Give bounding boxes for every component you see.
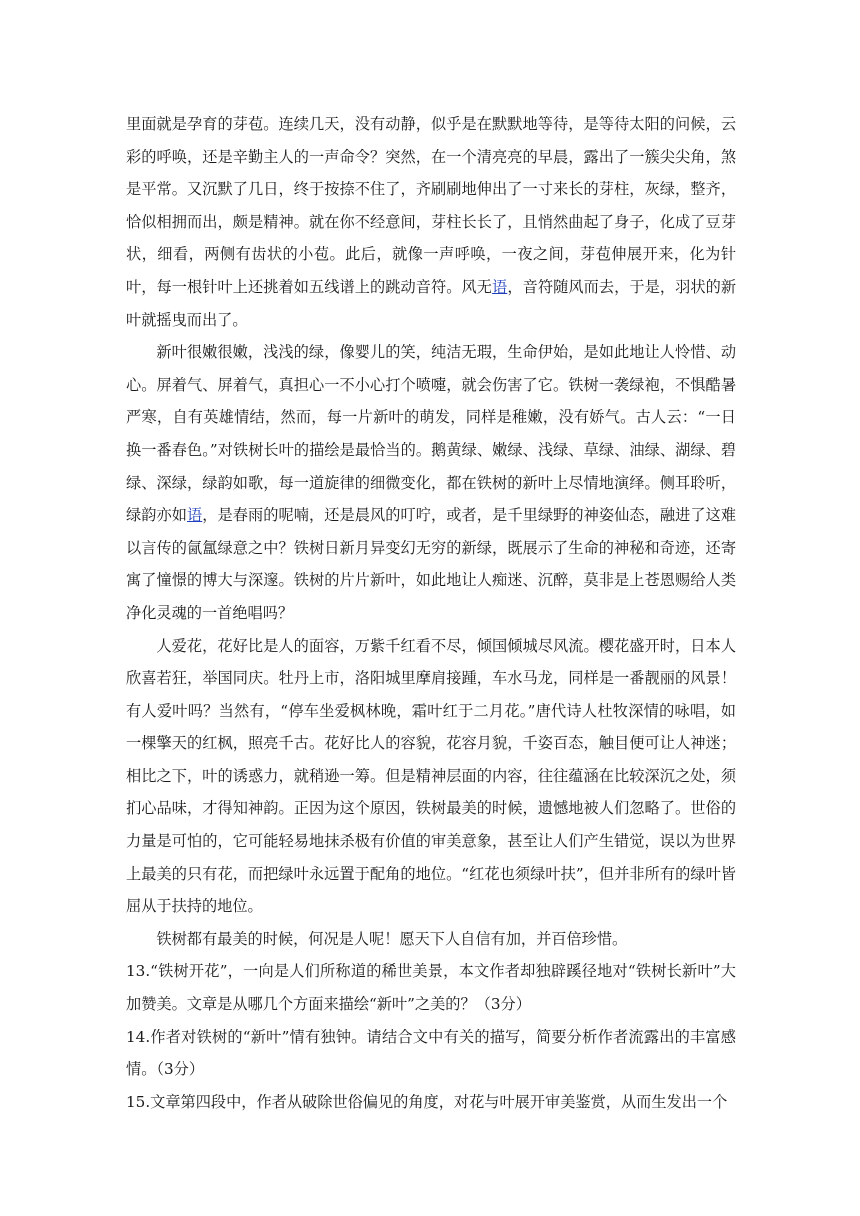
paragraph-text: 铁树都有最美的时候，何况是人呢！愿天下人自信有加，并百倍珍惜。 — [156, 929, 628, 948]
glossary-link[interactable]: 语 — [187, 506, 203, 525]
paragraph-4 — [126, 923, 736, 956]
paragraph-text: ，音符随风而去，于是，羽状的新叶就摇曳而出了。 — [126, 277, 737, 329]
paragraph-text: 13.“铁树开花”，一向是人们所称道的稀世美景，本文作者却独辟蹊径地对“铁树长新叶”大加赞美。文章是从哪几个方面来描绘“新叶”之美的？（3分） — [126, 962, 736, 1014]
glossary-link[interactable]: 语 — [492, 277, 508, 296]
question-15 — [126, 1086, 736, 1119]
paragraph-text: 新叶很嫩很嫩，浅浅的绿，像婴儿的笑，纯洁无瑕，生命伊始，是如此地让人怜惜、动心。屏着气、屏着气，真担心一不小心打个喷嚏，就会伤害了它。铁树一袭绿袍，不惧酷暑严寒，自有英雄情结，然而，每一片新叶的萌发，同样是稚嫩，没有娇气。古人云：“一日换一番春色。”对铁树长叶的描绘是最恰当的。鹅黄绿、嫩绿、浅绿、草绿、油绿、湖绿、碧绿、深绿，绿韵如歌，每一道旋律的细微变化，都在铁树的新叶上尽情地演绎。侧耳聆听，绿韵亦如 — [126, 343, 736, 525]
question-13 — [126, 955, 736, 1020]
paragraph-1 — [126, 108, 736, 336]
paragraph-text: 15.文章第四段中，作者从破除世俗偏见的角度，对花与叶展开审美鉴赏，从而生发出一个 — [126, 1092, 728, 1111]
paragraph-text: 14.作者对铁树的“新叶”情有独钟。请结合文中有关的描写，简要分析作者流露出的丰富感情。（3分） — [126, 1027, 736, 1079]
question-14 — [126, 1021, 736, 1086]
paragraph-2 — [126, 336, 736, 629]
paragraph-text: 人爱花，花好比是人的面容，万紫千红看不尽，倾国倾城尽风流。樱花盛开时，日本人欣喜若狂，举国同庆。牡丹上市，洛阳城里摩肩接踵，车水马龙，同样是一番靓丽的风景！有人爱叶吗？当然有，“停车坐爱枫林晚，霜叶红于二月花。”唐代诗人杜牧深情的咏唱，如一棵擎天的红枫，照亮千古。花好比人的容貌，花容月貌，千姿百态，触目便可让人神迷；相比之下，叶的诱惑力，就稍逊一筹。但是精神层面的内容，往往蕴涵在比较深沉之处，须扪心品味，才得知神韵。正因为这个原因，铁树最美的时候，遗憾地被人们忽略了。世俗的力量是可怕的，它可能轻易地抹杀极有价值的审美意象，甚至让人们产生错觉，误以为世界上最美的只有花，而把绿叶永远置于配角的地位。“红花也须绿叶扶”，但并非所有的绿叶皆屈从于扶持的地位。 — [126, 636, 736, 916]
paragraph-text: ，是春雨的呢喃，还是晨风的叮咛，或者，是千里绿野的神姿仙态，融进了这难以言传的氤氲绿意之中？铁树日新月异变幻无穷的新绿，既展示了生命的神秘和奇迹，还寄寓了憧憬的博大与深邃。铁树的片片新叶，如此地让人痴迷、沉醉，莫非是上苍恩赐给人类净化灵魂的一首绝唱吗？ — [126, 506, 737, 622]
paragraph-text: 里面就是孕育的芽苞。连续几天，没有动静，似乎是在默默地等待，是等待太阳的问候，云彩的呼唤，还是辛勤主人的一声命令？突然，在一个清亮亮的早晨，露出了一簇尖尖角，煞是平常。又沉默了几日，终于按捺不住了，齐刷刷地伸出了一寸来长的芽柱，灰绿，整齐，恰似相拥而出，颇是精神。就在你不经意间，芽柱长长了，且悄然曲起了身子，化成了豆芽状，细看，两侧有齿状的小苞。此后，就像一声呼唤，一夜之间，芽苞伸展开来，化为针叶，每一根针叶上还挑着如五线谱上的跳动音符。风无 — [126, 115, 736, 296]
article-body — [126, 108, 736, 1118]
paragraph-3 — [126, 630, 736, 923]
